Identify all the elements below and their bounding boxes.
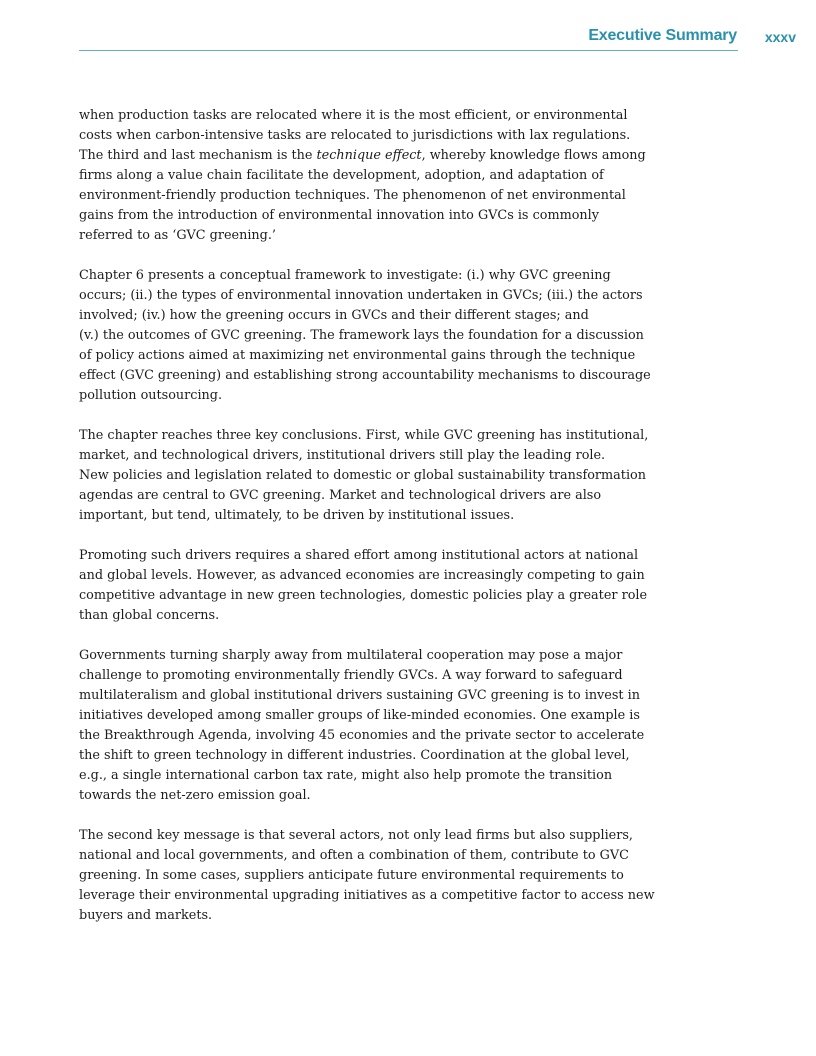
text-line: when production tasks are relocated where it is the most efficient, or environmental: [79, 108, 628, 123]
text-line: referred to as ‘GVC greening.’: [79, 228, 276, 243]
text-line: the shift to green technology in different industries. Coordination at the global level,: [79, 748, 630, 763]
paragraph: [79, 426, 649, 526]
text-line: multilateralism and global institutional drivers sustaining GVC greening is to invest in: [79, 688, 640, 703]
text-line: of policy actions aimed at maximizing net environmental gains through the technique: [79, 348, 636, 363]
text-line: e.g., a single international carbon tax rate, might also help promote the transition: [79, 768, 613, 783]
text-line: market, and technological drivers, institutional drivers still play the leading role.: [79, 448, 606, 463]
text-run: The third and last mechanism is the: [79, 148, 317, 163]
text-run: , whereby knowledge flows among: [421, 148, 646, 163]
paragraph: [79, 266, 651, 406]
text-line: initiatives developed among smaller groups of like-minded economies. One example is: [79, 708, 640, 723]
text-line: greening. In some cases, suppliers anticipate future environmental requirements to: [79, 868, 624, 883]
text-line: costs when carbon-intensive tasks are relocated to jurisdictions with lax regulations.: [79, 128, 631, 143]
paragraph: [79, 826, 655, 926]
paragraph: [79, 106, 646, 246]
paragraph: [79, 646, 645, 806]
header-divider: [79, 50, 738, 51]
text-line: important, but tend, ultimately, to be driven by institutional issues.: [79, 508, 515, 523]
page-number: xxxv: [764, 29, 796, 45]
text-line: challenge to promoting environmentally friendly GVCs. A way forward to safeguard: [79, 668, 623, 683]
text-line: and global levels. However, as advanced economies are increasingly competing to gain: [79, 568, 645, 583]
text-line: [79, 146, 646, 166]
text-line: competitive advantage in new green technologies, domestic policies play a greater role: [79, 588, 648, 603]
text-line: pollution outsourcing.: [79, 388, 223, 403]
text-line: effect (GVC greening) and establishing strong accountability mechanisms to discourage: [79, 368, 651, 383]
text-line: the Breakthrough Agenda, involving 45 economies and the private sector to accelerate: [79, 728, 645, 743]
text-line: involved; (iv.) how the greening occurs in GVCs and their different stages; and: [79, 308, 589, 323]
text-line: New policies and legislation related to domestic or global sustainability transformation: [79, 468, 646, 483]
emphasis-term: technique effect: [316, 148, 422, 163]
text-line: buyers and markets.: [79, 908, 213, 923]
text-line: The chapter reaches three key conclusions. First, while GVC greening has institutional,: [79, 428, 649, 443]
text-line: leverage their environmental upgrading initiatives as a competitive factor to access new: [79, 888, 655, 903]
text-line: firms along a value chain facilitate the development, adoption, and adaptation of: [79, 168, 604, 183]
body-text: [79, 106, 655, 946]
text-line: gains from the introduction of environmental innovation into GVCs is commonly: [79, 208, 599, 223]
text-line: than global concerns.: [79, 608, 220, 623]
text-line: (v.) the outcomes of GVC greening. The framework lays the foundation for a discussion: [79, 328, 644, 343]
text-line: environment-friendly production techniques. The phenomenon of net environmental: [79, 188, 626, 203]
text-line: Promoting such drivers requires a shared effort among institutional actors at national: [79, 548, 639, 563]
text-line: agendas are central to GVC greening. Market and technological drivers are also: [79, 488, 602, 503]
section-title: Executive Summary: [588, 27, 737, 44]
text-line: occurs; (ii.) the types of environmental innovation undertaken in GVCs; (iii.) the actors: [79, 288, 643, 303]
text-line: national and local governments, and often a combination of them, contribute to GVC: [79, 848, 629, 863]
text-line: Chapter 6 presents a conceptual framework to investigate: (i.) why GVC greening: [79, 268, 611, 283]
paragraph: [79, 546, 648, 626]
text-line: Governments turning sharply away from multilateral cooperation may pose a major: [79, 648, 623, 663]
text-line: The second key message is that several actors, not only lead firms but also suppliers,: [79, 828, 634, 843]
text-line: towards the net-zero emission goal.: [79, 788, 311, 803]
